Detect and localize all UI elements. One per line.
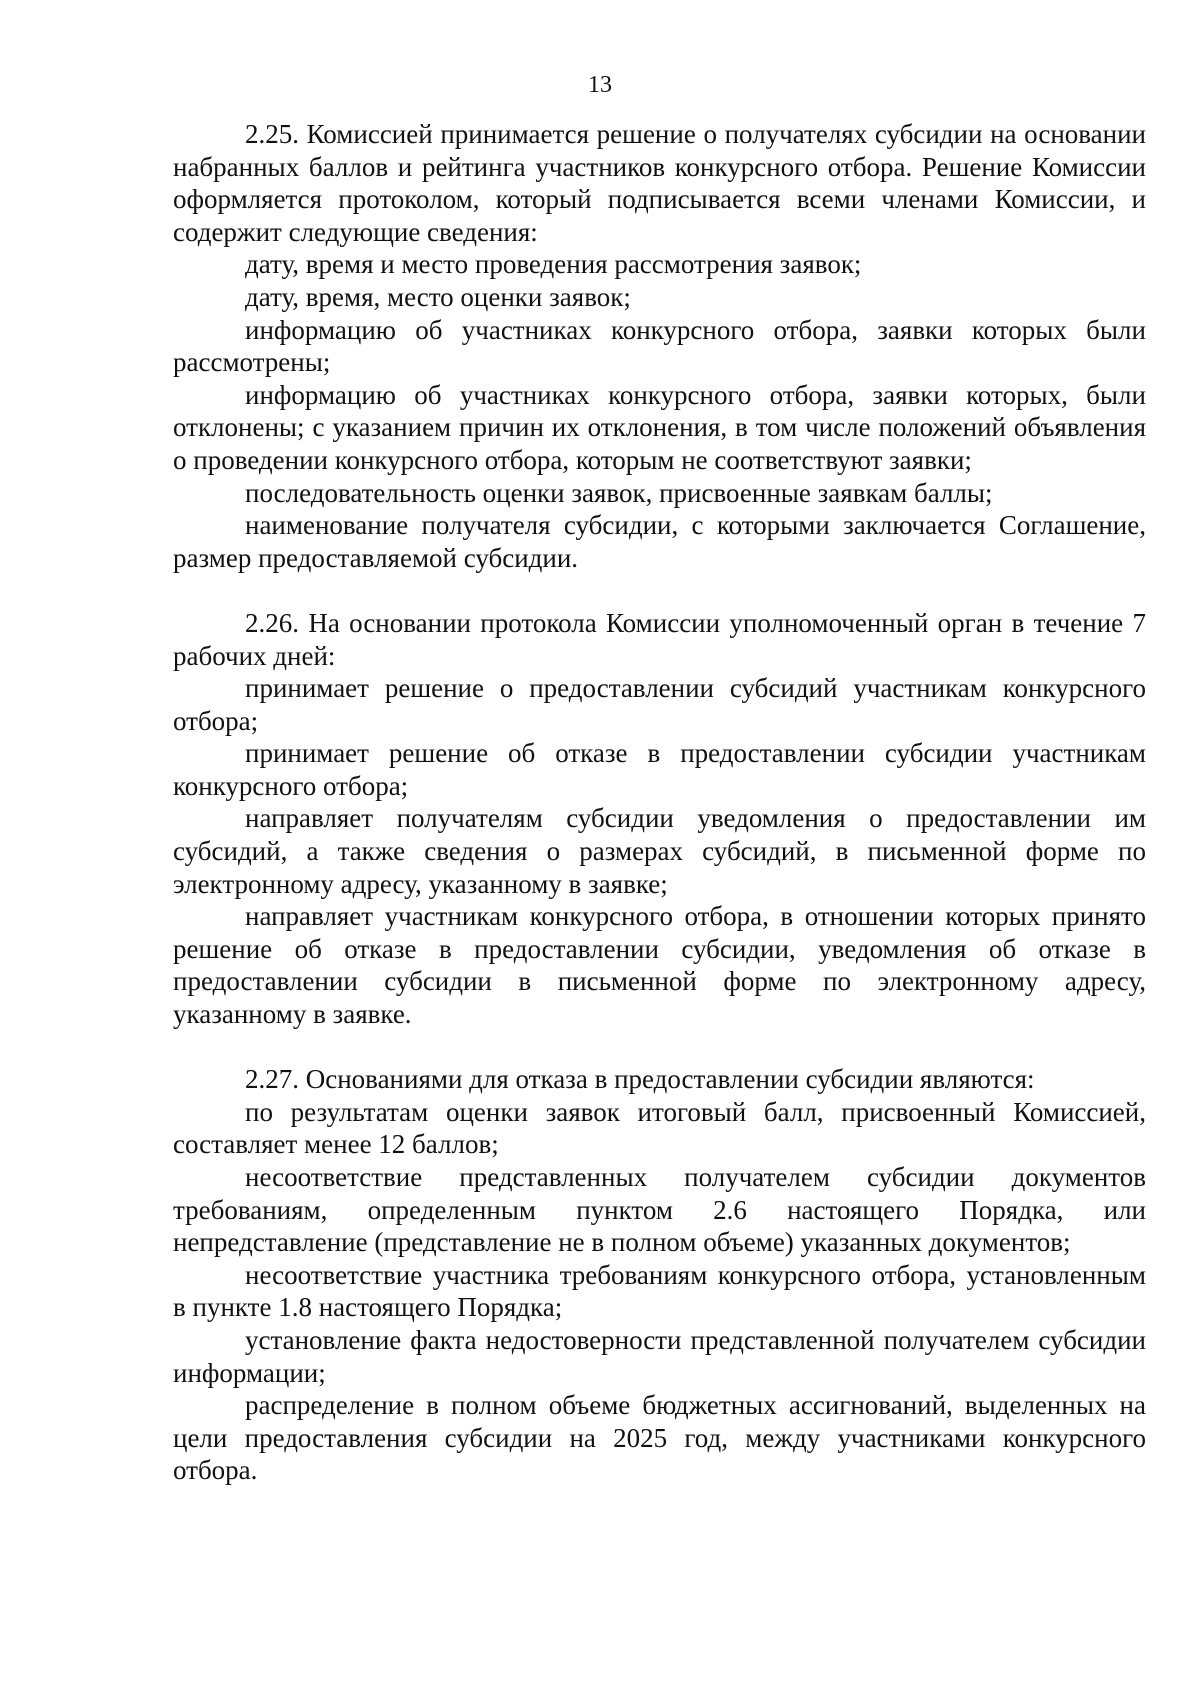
- section-2-25: [173, 118, 1146, 574]
- list-item: установление факта недостоверности представленной получателем субсидии информации;: [173, 1324, 1146, 1388]
- paragraph: 2.25. Комиссией принимается решение о получателях субсидии на основании набранных баллов и рейтинга участников конкурсного отбора. Решение Комиссии оформляется протоколом, который подписывается всеми членами Комиссии, и содержит следующие сведения:: [173, 119, 1146, 247]
- page-number: 13: [588, 72, 612, 98]
- list-item: принимает решение об отказе в предоставлении субсидии участникам конкурсного отбора;: [173, 738, 1146, 801]
- paragraph: 2.27. Основаниями для отказа в предоставлении субсидии являются:: [245, 1064, 1035, 1095]
- list-item: последовательность оценки заявок, присвоенные заявкам баллы;: [245, 477, 993, 508]
- list-item: несоответствие представленных получателем субсидии документов требованиям, определенным пунктом 2.6 настоящего Порядка, или непредставление (представление не в полном объеме) указанных документов;: [173, 1162, 1146, 1258]
- document-body: [173, 118, 1146, 1487]
- paragraph: 2.26. На основании протокола Комиссии уполномоченный орган в течение 7 рабочих дней:: [173, 607, 1146, 671]
- list-item: принимает решение о предоставлении субсидий участникам конкурсного отбора;: [173, 673, 1146, 736]
- list-item: направляет участникам конкурсного отбора, в отношении которых принято решение об отказе в предоставлении субсидии, уведомления об отказе в предоставлении субсидии в письменной форме по электронному адресу, указанному в заявке.: [173, 901, 1146, 1030]
- list-item: наименование получателя субсидии, с которыми заключается Соглашение, размер предоставляемой субсидии.: [173, 510, 1146, 573]
- list-item: распределение в полном объеме бюджетных ассигнований, выделенных на цели предоставления субсидии на 2025 год, между участниками конкурсного отбора.: [173, 1390, 1146, 1486]
- section-2-27: [173, 1063, 1146, 1487]
- list-item: дату, время, место оценки заявок;: [245, 281, 631, 312]
- list-item: направляет получателям субсидии уведомления о предоставлении им субсидий, а также сведения о размерах субсидий, в письменной форме по электронному адресу, указанному в заявке;: [173, 803, 1146, 899]
- list-item: несоответствие участника требованиям конкурсного отбора, установленным в пункте 1.8 настоящего Порядка;: [173, 1259, 1146, 1323]
- list-item: информацию об участниках конкурсного отбора, заявки которых, были отклонены; с указанием причин их отклонения, в том числе положений объявления о проведении конкурсного отбора, которым не соответствуют заявки;: [173, 379, 1146, 475]
- list-item: по результатам оценки заявок итоговый балл, присвоенный Комиссией, составляет менее 12 баллов;: [173, 1096, 1146, 1160]
- list-item: информацию об участниках конкурсного отбора, заявки которых были рассмотрены;: [173, 314, 1146, 378]
- section-2-26: [173, 607, 1146, 1031]
- list-item: дату, время и место проведения рассмотрения заявок;: [245, 249, 862, 280]
